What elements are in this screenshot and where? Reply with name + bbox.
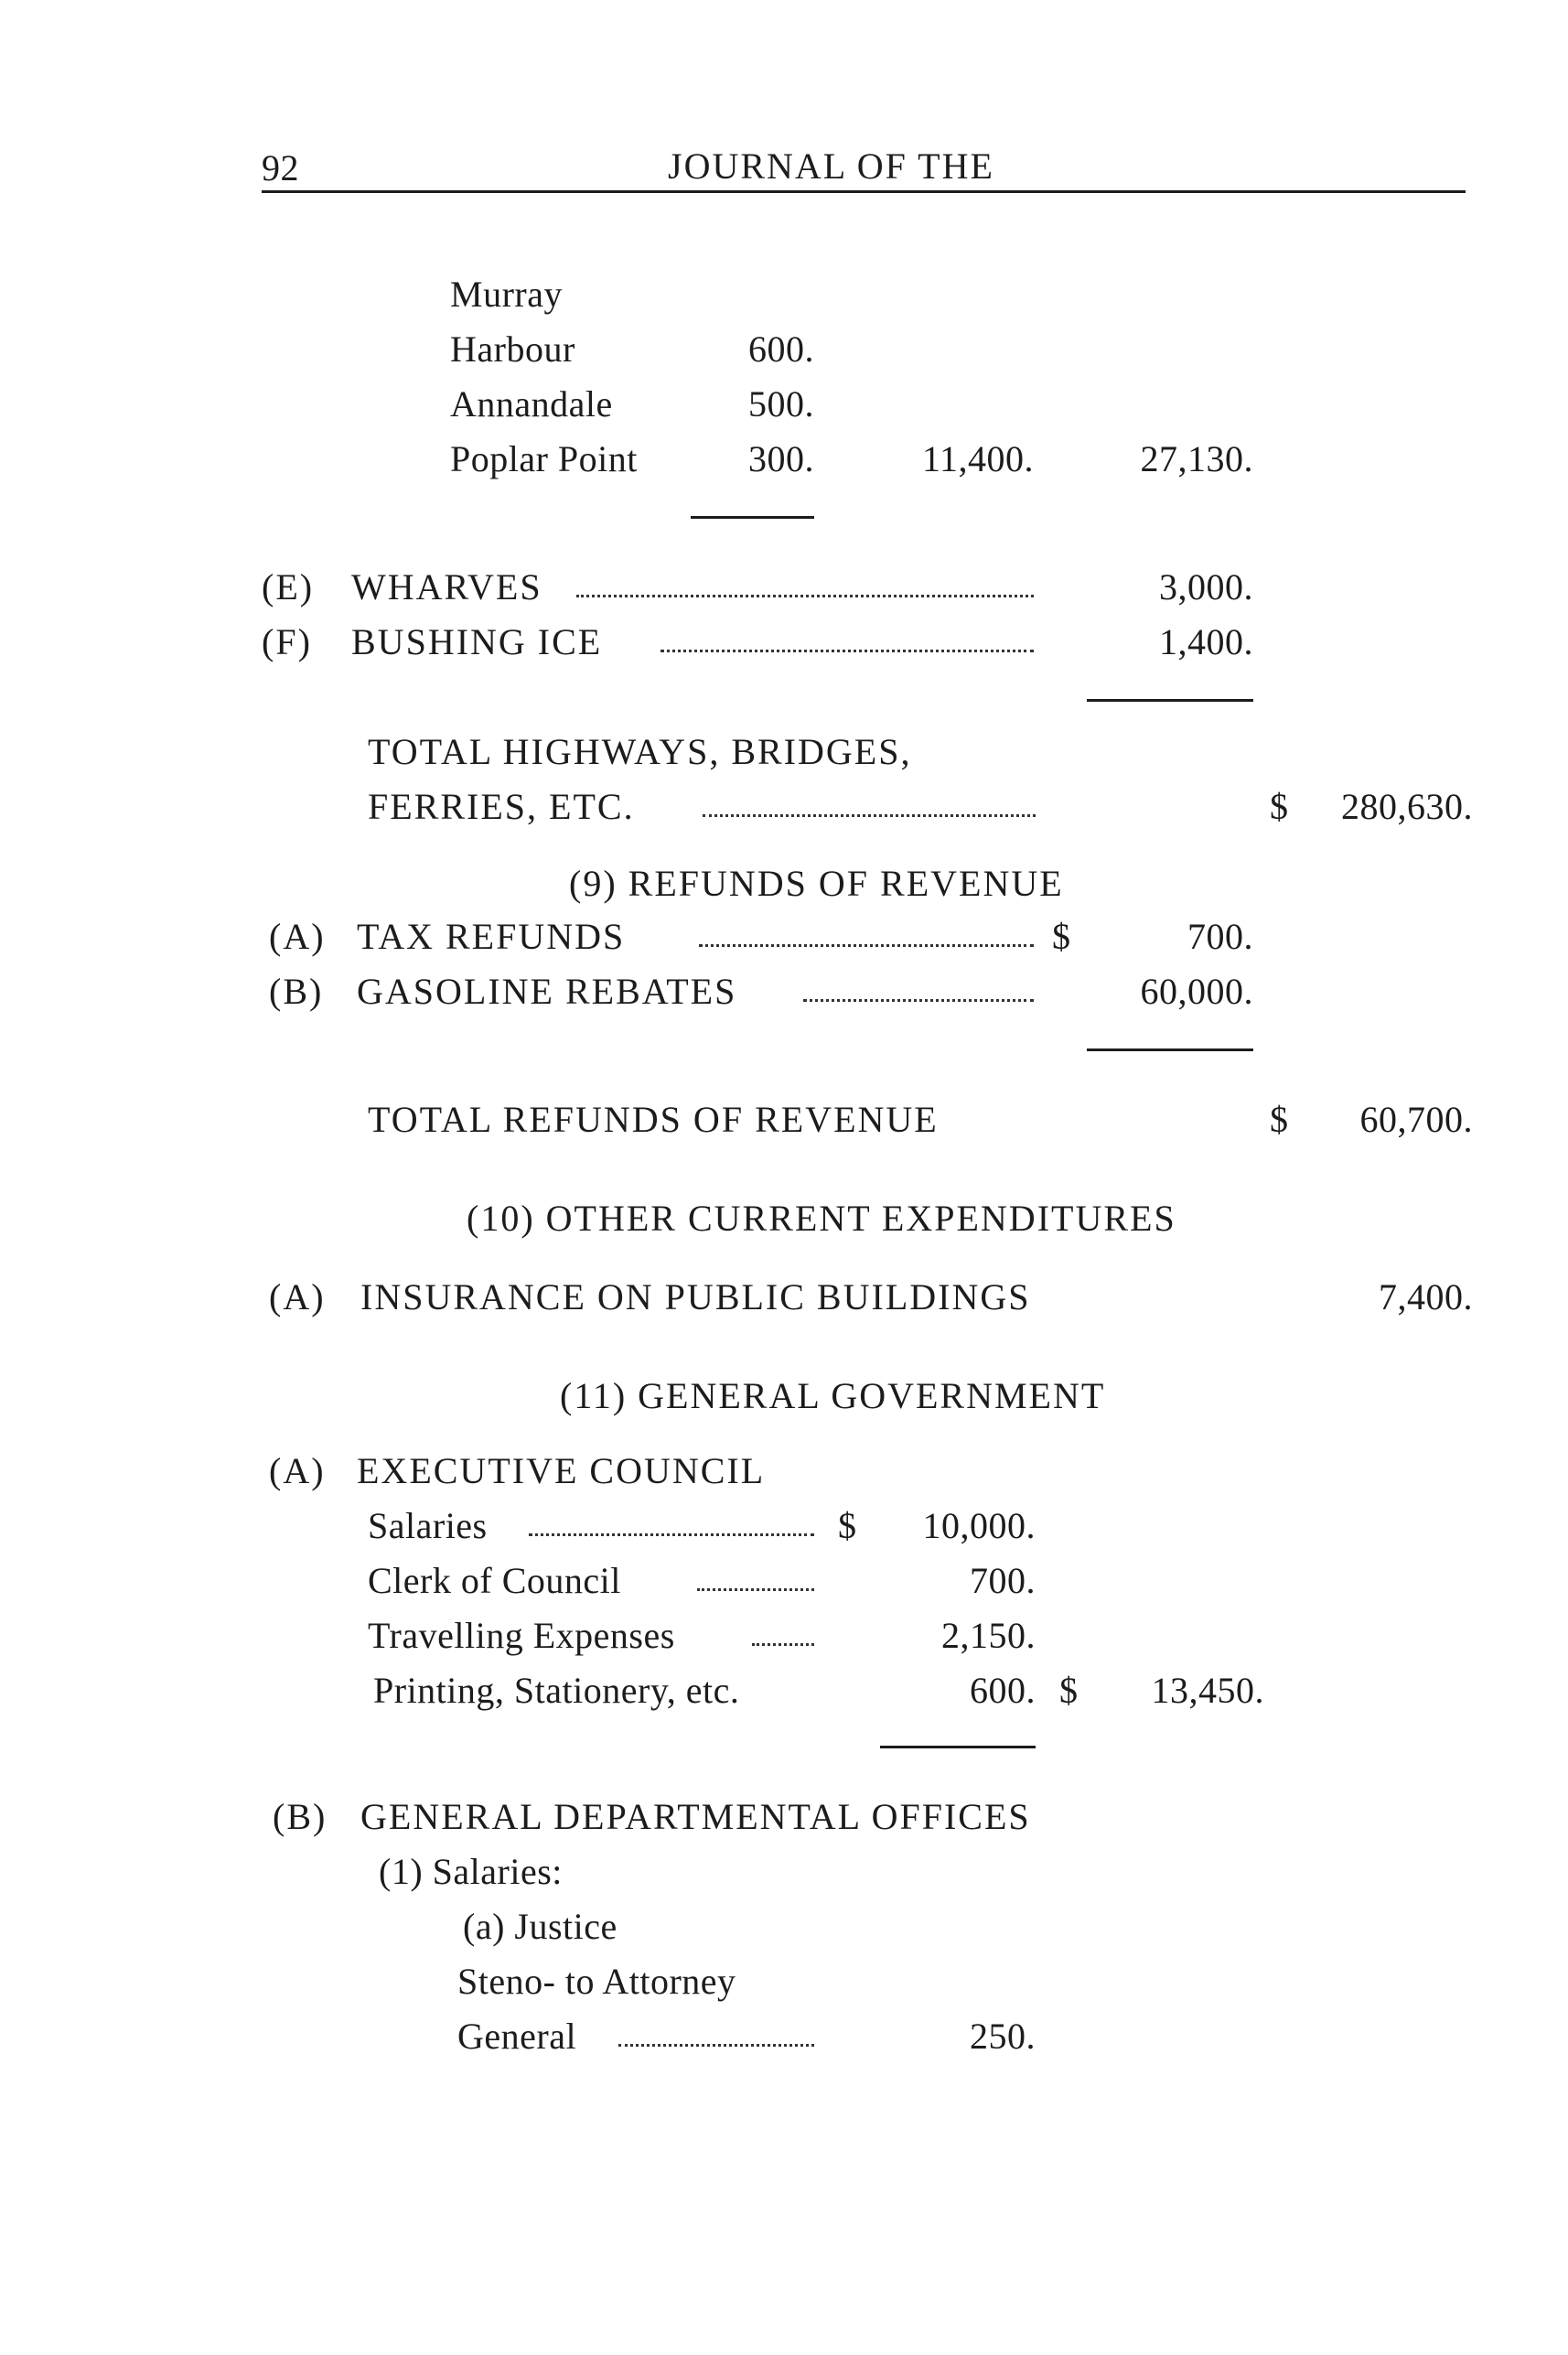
- row-label: Travelling Expenses: [368, 1615, 675, 1656]
- item-letter: (F): [262, 621, 312, 662]
- total-label: TOTAL HIGHWAYS, BRIDGES,: [368, 731, 912, 772]
- currency-sign: $: [1052, 916, 1071, 957]
- item-label: WHARVES: [351, 566, 542, 608]
- currency-sign: $: [1270, 786, 1289, 827]
- sub-heading: (1) Salaries:: [379, 1851, 563, 1892]
- row-amount: 2,150.: [941, 1615, 1036, 1656]
- header-rule: [262, 190, 1466, 193]
- dot-leader: [699, 944, 1034, 947]
- ferry-amount: 600.: [748, 328, 814, 370]
- total-amount: 60,700.: [1359, 1099, 1473, 1140]
- underline-rule: [880, 1746, 1036, 1748]
- item-amount: 3,000.: [1159, 566, 1253, 608]
- row-label: Printing, Stationery, etc.: [373, 1670, 740, 1711]
- item-letter: (A): [269, 1450, 326, 1491]
- ferry-amount: 500.: [748, 383, 814, 425]
- ferry-label: Murray: [450, 274, 563, 315]
- item-amount: 1,400.: [1159, 621, 1253, 662]
- row-amount: 10,000.: [922, 1505, 1036, 1546]
- section-heading: (11) GENERAL GOVERNMENT: [560, 1375, 1106, 1416]
- dot-leader: [703, 814, 1036, 817]
- dot-leader: [752, 1643, 814, 1646]
- currency-sign: $: [838, 1505, 857, 1546]
- item-amount: 60,000.: [1140, 971, 1253, 1012]
- item-label: EXECUTIVE COUNCIL: [357, 1450, 766, 1491]
- dot-leader: [618, 2044, 814, 2047]
- row-total: 13,450.: [1151, 1670, 1264, 1711]
- item-label: INSURANCE ON PUBLIC BUILDINGS: [360, 1276, 1031, 1317]
- currency-sign: $: [1059, 1670, 1079, 1711]
- ferry-label: Annandale: [450, 383, 613, 425]
- row-amount: 600.: [970, 1670, 1036, 1711]
- dot-leader: [529, 1533, 814, 1536]
- ferry-label: Harbour: [450, 328, 575, 370]
- item-letter: (A): [269, 916, 326, 957]
- ferry-amount: 300.: [748, 438, 814, 479]
- dot-leader: [803, 999, 1034, 1002]
- ferry-subtotal: 11,400.: [921, 438, 1034, 479]
- row-label: General: [457, 2016, 577, 2057]
- dot-leader: [697, 1588, 814, 1591]
- page-number: 92: [262, 147, 299, 188]
- item-amount: 700.: [1187, 916, 1253, 957]
- underline-rule: [1087, 1048, 1253, 1051]
- item-label: GENERAL DEPARTMENTAL OFFICES: [360, 1796, 1031, 1837]
- total-label: TOTAL REFUNDS OF REVENUE: [368, 1099, 939, 1140]
- item-label: TAX REFUNDS: [357, 916, 626, 957]
- dot-leader: [660, 650, 1034, 652]
- running-title: JOURNAL OF THE: [668, 145, 994, 187]
- total-amount: 280,630.: [1341, 786, 1473, 827]
- item-label: BUSHING ICE: [351, 621, 603, 662]
- item-letter: (B): [269, 971, 324, 1012]
- row-label: Steno- to Attorney: [457, 1961, 736, 2002]
- underline-rule: [691, 516, 814, 519]
- row-amount: 700.: [970, 1560, 1036, 1601]
- item-label: GASOLINE REBATES: [357, 971, 737, 1012]
- total-label: FERRIES, ETC.: [368, 786, 635, 827]
- ferry-total: 27,130.: [1140, 438, 1253, 479]
- item-amount: 7,400.: [1379, 1276, 1473, 1317]
- underline-rule: [1087, 699, 1253, 702]
- row-label: Salaries: [368, 1505, 488, 1546]
- currency-sign: $: [1270, 1099, 1289, 1140]
- sub-heading: (a) Justice: [463, 1906, 618, 1947]
- section-heading: (9) REFUNDS OF REVENUE: [569, 863, 1064, 904]
- row-label: Clerk of Council: [368, 1560, 621, 1601]
- ferry-label: Poplar Point: [450, 438, 638, 479]
- section-heading: (10) OTHER CURRENT EXPENDITURES: [467, 1198, 1176, 1239]
- dot-leader: [576, 595, 1034, 597]
- row-amount: 250.: [970, 2016, 1036, 2057]
- item-letter: (E): [262, 566, 315, 608]
- item-letter: (A): [269, 1276, 326, 1317]
- item-letter: (B): [273, 1796, 328, 1837]
